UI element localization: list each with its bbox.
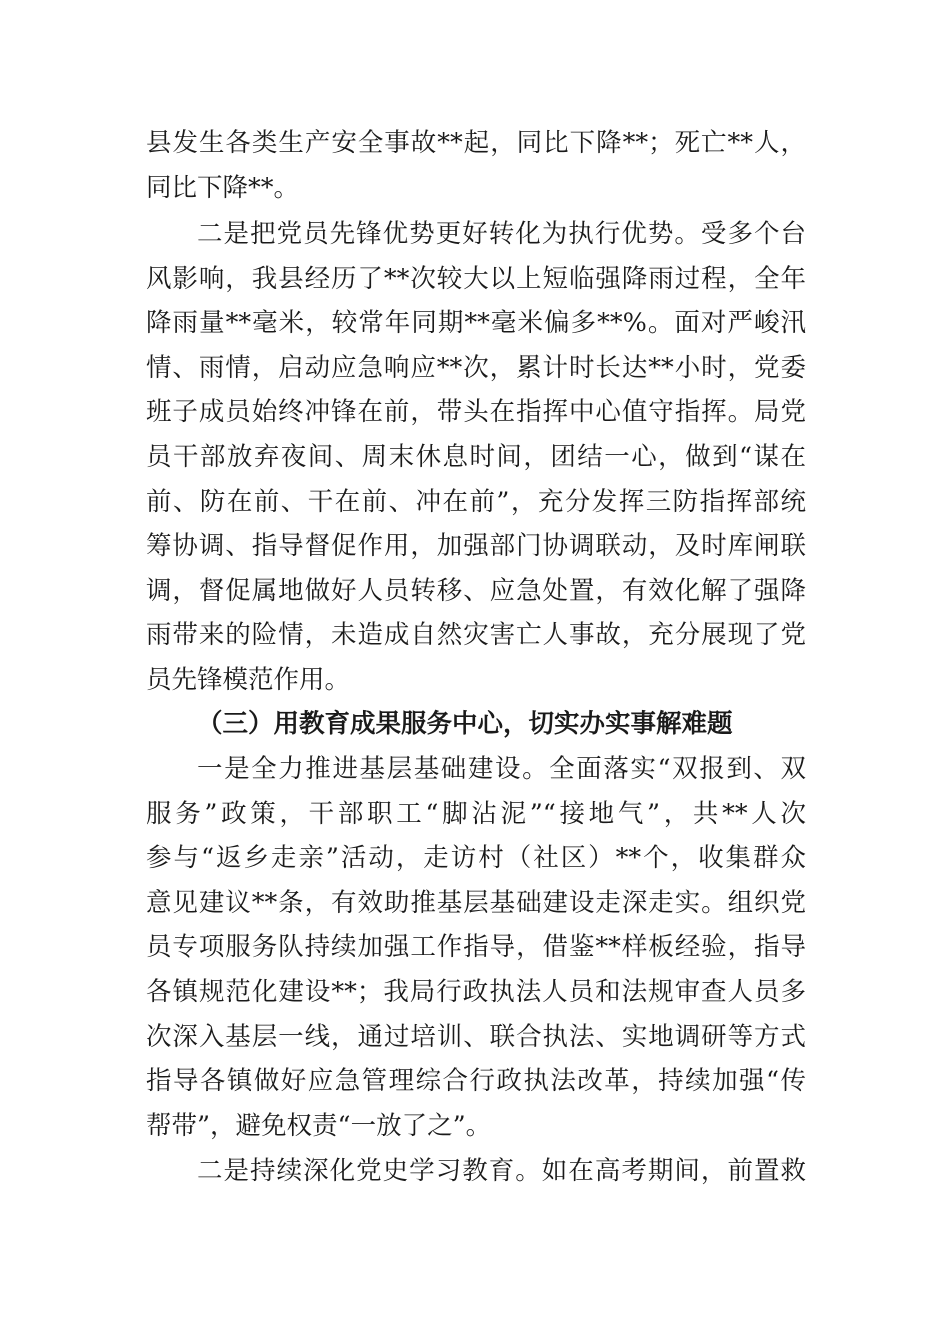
- text-line: 帮带”，避免权责“一放了之”。: [146, 1110, 492, 1141]
- text-line: 班子成员始终冲锋在前，带头在指挥中心值守指挥。局党: [146, 397, 806, 428]
- text-line: 降雨量**毫米，较常年同期**毫米偏多**%。面对严峻汛: [146, 308, 806, 339]
- text-line: 县发生各类生产安全事故**起，同比下降**；死亡**人，: [146, 128, 806, 158]
- text-line: 员先锋模范作用。: [146, 664, 351, 695]
- paragraph-1: [146, 121, 806, 210]
- text-line: 雨带来的险情，未造成自然灾害亡人事故，充分展现了党: [146, 620, 806, 651]
- text-line: 风影响，我县经历了**次较大以上短临强降雨过程，全年: [146, 263, 806, 294]
- section-heading: （三）用教育成果服务中心，切实办实事解难题: [197, 709, 733, 739]
- text-line: 员专项服务队持续加强工作指导，借鉴**样板经验，指导: [146, 932, 806, 963]
- text-line: 情、雨情，启动应急响应**次，累计时长达**小时，党委: [146, 352, 806, 383]
- text-line: 二是持续深化党史学习教育。如在高考期间，前置救: [197, 1156, 806, 1186]
- text-line: 员干部放弃夜间、周末休息时间，团结一心，做到“谋在: [146, 441, 806, 472]
- text-line: 参与“返乡走亲”活动，走访村（社区）**个，收集群众: [146, 843, 806, 874]
- text-line: 一是全力推进基层基础建设。全面落实“双报到、双: [197, 754, 806, 784]
- text-line: 次深入基层一线，通过培训、联合执法、实地调研等方式: [146, 1021, 806, 1052]
- text-line: 调，督促属地做好人员转移、应急处置，有效化解了强降: [146, 575, 806, 606]
- paragraph-3: [146, 747, 806, 1148]
- text-line: 指导各镇做好应急管理综合行政执法改革，持续加强“传: [146, 1066, 806, 1097]
- text-line: 筹协调、指导督促作用，加强部门协调联动，及时库闸联: [146, 531, 806, 562]
- text-line: 服务”政策，干部职工“脚沾泥”“接地气”，共**人次: [146, 798, 806, 829]
- paragraph-4: [146, 1149, 806, 1194]
- text-line: 同比下降**。: [146, 172, 300, 203]
- text-line: 意见建议**条，有效助推基层基础建设走深走实。组织党: [146, 887, 806, 918]
- paragraph-2: [146, 212, 806, 703]
- text-line: 前、防在前、干在前、冲在前”，充分发挥三防指挥部统: [146, 486, 806, 517]
- text-line: 各镇规范化建设**；我局行政执法人员和法规审查人员多: [146, 976, 806, 1007]
- text-line: 二是把党员先锋优势更好转化为执行优势。受多个台: [197, 219, 806, 249]
